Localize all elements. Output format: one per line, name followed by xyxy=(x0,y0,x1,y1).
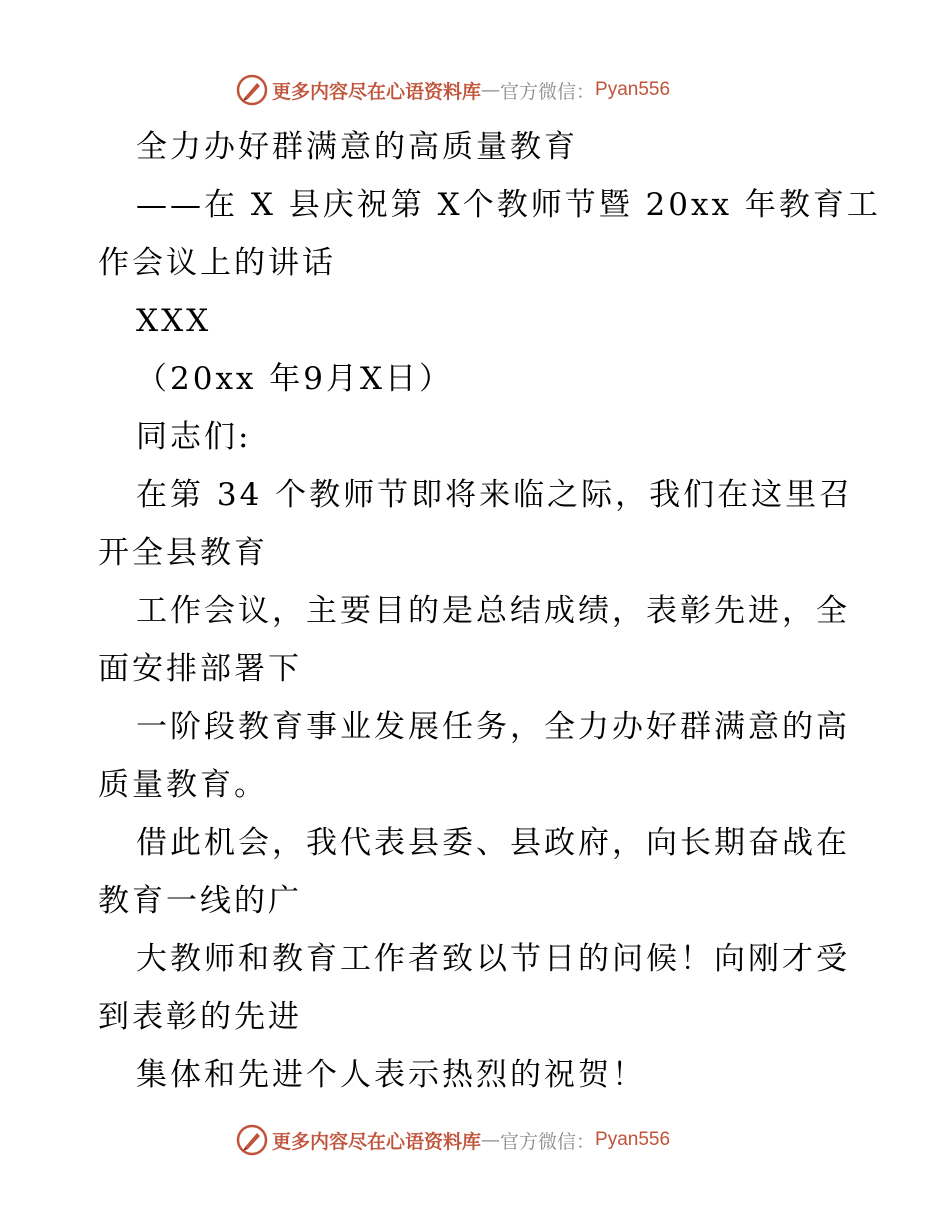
document-date: （20xx 年9月X日） xyxy=(136,361,454,397)
paragraph-line: 面安排部署下 xyxy=(98,651,302,687)
document-title: 全力办好群满意的高质量教育 xyxy=(136,129,578,165)
paragraph-line: 集体和先进个人表示热烈的祝贺！ xyxy=(136,1057,646,1093)
paragraph-line: 质量教育。 xyxy=(98,767,268,803)
paragraph-line: 到表彰的先进 xyxy=(98,999,302,1035)
watermark-wechat-id: Pyan556 xyxy=(595,1129,671,1150)
watermark-site-text: 更多内容尽在心语资料库 xyxy=(272,80,482,103)
document-author: XXX xyxy=(136,303,212,339)
paragraph-line: 大教师和教育工作者致以节日的问候！向刚才受 xyxy=(136,941,850,977)
paragraph-line: 在第 34 个教师节即将来临之际，我们在这里召 xyxy=(136,477,854,513)
paragraph-line: 一阶段教育事业发展任务，全力办好群满意的高 xyxy=(136,709,850,745)
paragraph-line: 教育一线的广 xyxy=(98,883,302,919)
watermark-wechat-id: Pyan556 xyxy=(595,79,671,100)
paragraph-line: 借此机会，我代表县委、县政府，向长期奋战在 xyxy=(136,825,850,861)
watermark-dash: — xyxy=(481,1129,501,1151)
watermark-wechat-label: 官方微信： xyxy=(500,80,596,103)
document-body xyxy=(98,118,881,1104)
header-watermark xyxy=(236,73,670,107)
pen-logo-icon xyxy=(236,1124,268,1156)
document-subtitle-line-2: 作会议上的讲话 xyxy=(98,245,336,281)
pen-logo-icon xyxy=(236,74,268,106)
document-salutation: 同志们: xyxy=(136,419,252,455)
paragraph-line: 开全县教育 xyxy=(98,535,268,571)
watermark-dash: — xyxy=(481,79,501,101)
watermark-wechat-label: 官方微信： xyxy=(500,1130,596,1153)
paragraph-line: 工作会议，主要目的是总结成绩，表彰先进，全 xyxy=(136,593,850,629)
watermark-site-text: 更多内容尽在心语资料库 xyxy=(272,1130,482,1153)
footer-watermark xyxy=(236,1123,670,1157)
document-subtitle-line-1: ——在 X 县庆祝第 X个教师节暨 20xx 年教育工 xyxy=(136,187,881,223)
